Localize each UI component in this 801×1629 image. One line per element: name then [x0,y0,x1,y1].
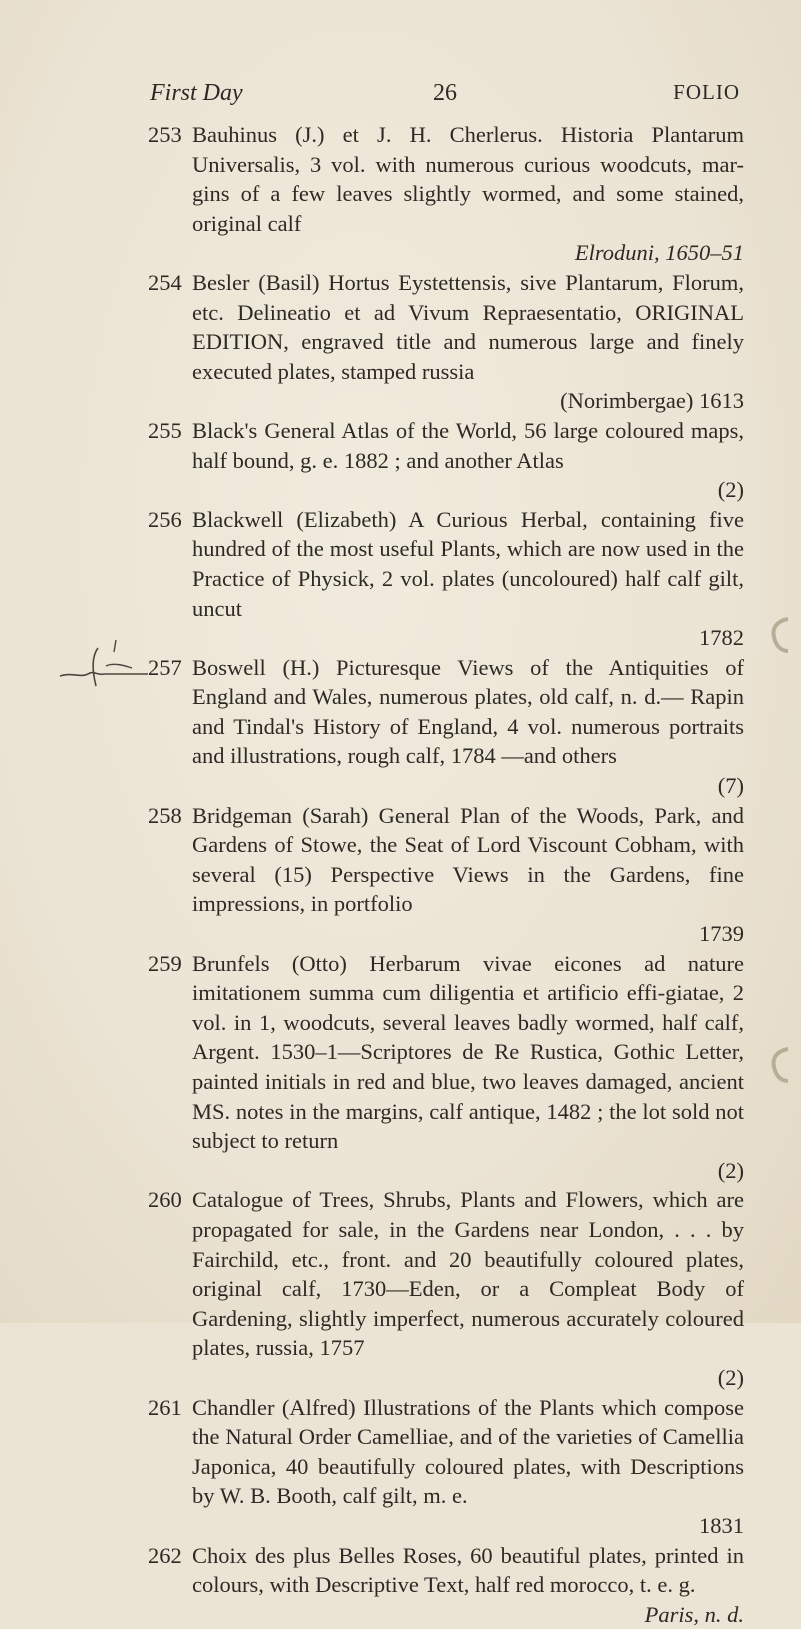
header-format: FOLIO [673,80,740,105]
lot-date: 1831 [192,1511,744,1541]
handwritten-margin-mark [58,636,150,696]
lot-number: 261 [148,1393,182,1423]
lot-number: 254 [148,268,182,298]
lot-quantity: (2) [192,475,744,505]
catalogue-entry-255 [148,416,744,505]
lot-description: Bridgeman (Sarah) General Plan of the Woods, Park, and Gardens of Stowe, the Seat of Lord Viscount Cobham, with several (15) Perspective Views in the Gardens, fine impressions, in portfolio [192,801,744,919]
catalogue-entry-258 [148,801,744,949]
lot-description: Boswell (H.) Picturesque Views of the Antiquities of England and Wales, numerous plates, old calf, n. d.— Rapin and Tindal's History of England, 4 vol. numerous portraits and illustrations, rough calf, 1784 —and others [192,653,744,771]
lot-date: 1782 [192,623,744,653]
lot-description: Brunfels (Otto) Herbarum vivae eicones ad nature imitationem summa cum diligentia et artificio effi-giatae, 2 vol. in 1, woodcuts, several leaves badly wormed, half calf, Argent. 1530–1—Scriptores de Re Rustica, Gothic Letter, painted initials in red and blue, two leaves damaged, ancient MS. notes in the margins, calf antique, 1482 ; the lot sold not subject to return [192,949,744,1156]
binding-hole-icon [768,1045,794,1085]
header-day: First Day [150,80,243,107]
catalogue-entry-257 [148,653,744,801]
catalogue-entries [148,120,744,1629]
catalogue-entry-261 [148,1393,744,1541]
lot-date: 1739 [192,919,744,949]
header-page-number: 26 [433,80,457,107]
lot-number: 253 [148,120,182,150]
lot-description: Black's General Atlas of the World, 56 large coloured maps, half bound, g. e. 1882 ; and another Atlas [192,416,744,475]
catalogue-entry-260 [148,1185,744,1392]
lot-number: 255 [148,416,182,446]
catalogue-entry-259 [148,949,744,1186]
lot-quantity: (2) [192,1156,744,1186]
lot-imprint: Elroduni, 1650–51 [192,238,744,268]
lot-description: Besler (Basil) Hortus Eystettensis, sive Plantarum, Florum, etc. Delineatio et ad Vivum Repraesentatio, ORIGINAL EDITION, engraved title and numerous large and finely executed plates, stamped russia [192,268,744,386]
page-header [150,80,740,110]
catalogue-entry-256 [148,505,744,653]
lot-number: 262 [148,1541,182,1571]
lot-description: Choix des plus Belles Roses, 60 beautiful plates, printed in colours, with Descriptive Text, half red morocco, t. e. g. [192,1541,744,1600]
lot-quantity: (2) [192,1363,744,1393]
lot-number: 260 [148,1185,182,1215]
binding-hole-icon [768,615,794,655]
lot-number: 257 [148,653,182,683]
lot-description: Blackwell (Elizabeth) A Curious Herbal, containing five hundred of the most useful Plants, which are now used in the Practice of Physick, 2 vol. plates (uncoloured) half calf gilt, uncut [192,505,744,623]
lot-description: Chandler (Alfred) Illustrations of the Plants which compose the Natural Order Camelliae, and of the varieties of Camellia Japonica, 40 beautifully coloured plates, with Descriptions by W. B. Booth, calf gilt, m. e. [192,1393,744,1511]
lot-description: Bauhinus (J.) et J. H. Cherlerus. Historia Plantarum Universalis, 3 vol. with numerous curious woodcuts, mar-gins of a few leaves slightly wormed, and some stained, original calf [192,120,744,238]
lot-imprint: (Norimbergae) 1613 [192,386,744,416]
lot-number: 258 [148,801,182,831]
lot-quantity: (7) [192,771,744,801]
catalogue-entry-253 [148,120,744,268]
lot-description: Catalogue of Trees, Shrubs, Plants and Flowers, which are propagated for sale, in the Gardens near London, . . . by Fairchild, etc., front. and 20 beautifully coloured plates, original calf, 1730—Eden, or a Compleat Body of Gardening, slightly imperfect, numerous accurately coloured plates, russia, 1757 [192,1185,744,1363]
catalogue-entry-262 [148,1541,744,1629]
lot-number: 256 [148,505,182,535]
catalogue-entry-254 [148,268,744,416]
lot-imprint: Paris, n. d. [192,1600,744,1629]
lot-number: 259 [148,949,182,979]
